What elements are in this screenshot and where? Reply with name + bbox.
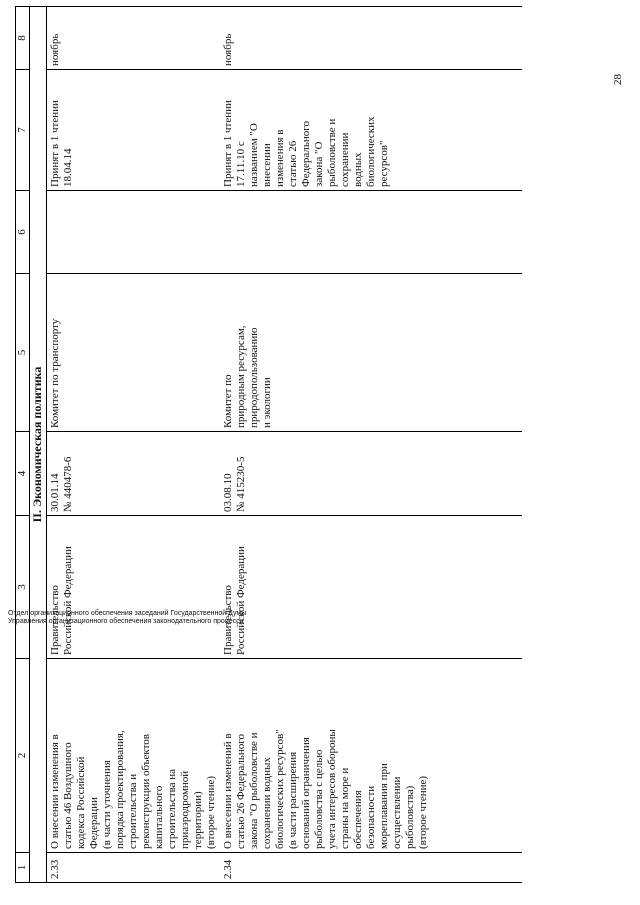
cell-line: (второе чтение) xyxy=(417,775,429,849)
cell-line: 17.11.10 с xyxy=(235,141,247,187)
cell-line: Федерации xyxy=(88,797,100,849)
page-number: 28 xyxy=(612,74,624,85)
cell-line: осуществлении xyxy=(391,776,403,849)
cell-line: и экологии xyxy=(261,377,273,428)
cell-line: рыболовства с целью xyxy=(313,749,325,849)
col-header: 2 xyxy=(16,659,30,853)
cell-line: (в части расширения xyxy=(287,751,299,849)
table-row xyxy=(220,7,432,883)
row-number: 2.34 xyxy=(220,853,432,883)
registration-date: 30.01.14 xyxy=(49,473,61,512)
cell-line: закона "О xyxy=(313,141,325,187)
registration-date: 03.08.10 xyxy=(222,473,234,512)
committee xyxy=(47,274,221,432)
bill-number: № 440478-6 xyxy=(62,456,74,512)
cell-line: рыболовства) xyxy=(404,785,416,849)
cell-line: обеспечения xyxy=(352,790,364,849)
col-header: 8 xyxy=(16,7,30,70)
committee xyxy=(220,274,432,432)
cell-line: строительства на xyxy=(166,768,178,849)
col-header: 3 xyxy=(16,516,30,659)
cell-line: рыболовстве и xyxy=(326,118,338,187)
cell-line: капитального xyxy=(153,785,165,849)
cell-line: биологических ресурсов" xyxy=(274,729,286,849)
col-header: 5 xyxy=(16,274,30,432)
cell-line: 18.04.14 xyxy=(62,148,74,187)
table-row xyxy=(47,7,221,883)
section-row xyxy=(30,7,47,883)
cell-line: реконструкции объектов xyxy=(140,734,152,849)
cell-line: кодекса Российской xyxy=(75,756,87,849)
cell-line: страны на море и xyxy=(339,767,351,849)
cell-line: названием "О xyxy=(248,123,260,187)
cell-line: Российской Федерации xyxy=(235,546,247,655)
col6-cell xyxy=(220,191,432,274)
cell-line: статью 26 xyxy=(287,140,299,187)
bill-title xyxy=(220,659,432,853)
col-header: 7 xyxy=(16,70,30,191)
status xyxy=(47,70,221,191)
cell-line: (в части уточнения xyxy=(101,760,113,849)
row-number: 2.33 xyxy=(47,853,221,883)
cell-line: Комитет по xyxy=(222,374,234,428)
col6-cell xyxy=(47,191,221,274)
cell-line: оснований ограничения xyxy=(300,737,312,849)
cell-line: приаэродромной xyxy=(179,770,191,849)
registration-cell xyxy=(47,432,221,516)
cell-line: сохранении водных xyxy=(261,757,273,849)
cell-line: ресурсов" xyxy=(378,140,390,187)
cell-line: статью 26 Федерального xyxy=(235,734,247,849)
initiator xyxy=(47,516,221,659)
cell-line: учета интересов обороны xyxy=(326,729,338,849)
status xyxy=(220,70,432,191)
cell-line: внесении xyxy=(261,143,273,187)
cell-line: О внесении изменений в xyxy=(222,733,234,849)
cell-line: Правительство xyxy=(222,585,234,655)
cell-line: строительства и xyxy=(127,773,139,849)
cell-line: сохранении xyxy=(339,132,351,187)
cell-line: территории) xyxy=(192,791,204,849)
cell-line: биологических xyxy=(365,116,377,187)
bill-number: № 415230-5 xyxy=(235,456,247,512)
planned-month: ноябрь xyxy=(220,7,432,70)
registration-cell xyxy=(220,432,432,516)
cell-line: статью 46 Воздушного xyxy=(62,742,74,849)
cell-line: изменения в xyxy=(274,129,286,187)
cell-line: Правительство xyxy=(49,585,61,655)
cell-line: безопасности xyxy=(365,785,377,849)
cell-line: Российской Федерации xyxy=(62,546,74,655)
cell-line: мореплавания при xyxy=(378,763,390,849)
cell-line: водных xyxy=(352,152,364,187)
legislation-table xyxy=(15,6,522,883)
cell-line: природным ресурсам, xyxy=(235,325,247,428)
col-header: 6 xyxy=(16,191,30,274)
cell-line: (второе чтение) xyxy=(205,775,217,849)
footer-line: Управления организационного обеспечения законодательного процесса xyxy=(8,618,244,625)
cell-line: Принят в 1 чтении xyxy=(222,100,234,187)
bill-title xyxy=(47,659,221,853)
section-title: II. Экономическая политика xyxy=(30,7,47,883)
cell-line: О внесении изменения в xyxy=(49,734,61,849)
initiator xyxy=(220,516,432,659)
cell-line: природопользованию xyxy=(248,327,260,428)
footer xyxy=(8,610,246,626)
cell-line: закона "О рыболовстве и xyxy=(248,732,260,849)
cell-line: порядка проектирования, xyxy=(114,730,126,849)
footer-line: Отдел организационного обеспечения заседаний Государственной Думы xyxy=(8,610,247,617)
table-filler-row xyxy=(432,7,522,883)
cell-line: Федерального xyxy=(300,120,312,187)
cell-line: Комитет по транспорту xyxy=(49,318,61,428)
col-header: 1 xyxy=(16,853,30,883)
cell-line: Принят в 1 чтении xyxy=(49,100,61,187)
planned-month: ноябрь xyxy=(47,7,221,70)
col-header: 4 xyxy=(16,432,30,516)
column-number-row xyxy=(16,7,30,883)
